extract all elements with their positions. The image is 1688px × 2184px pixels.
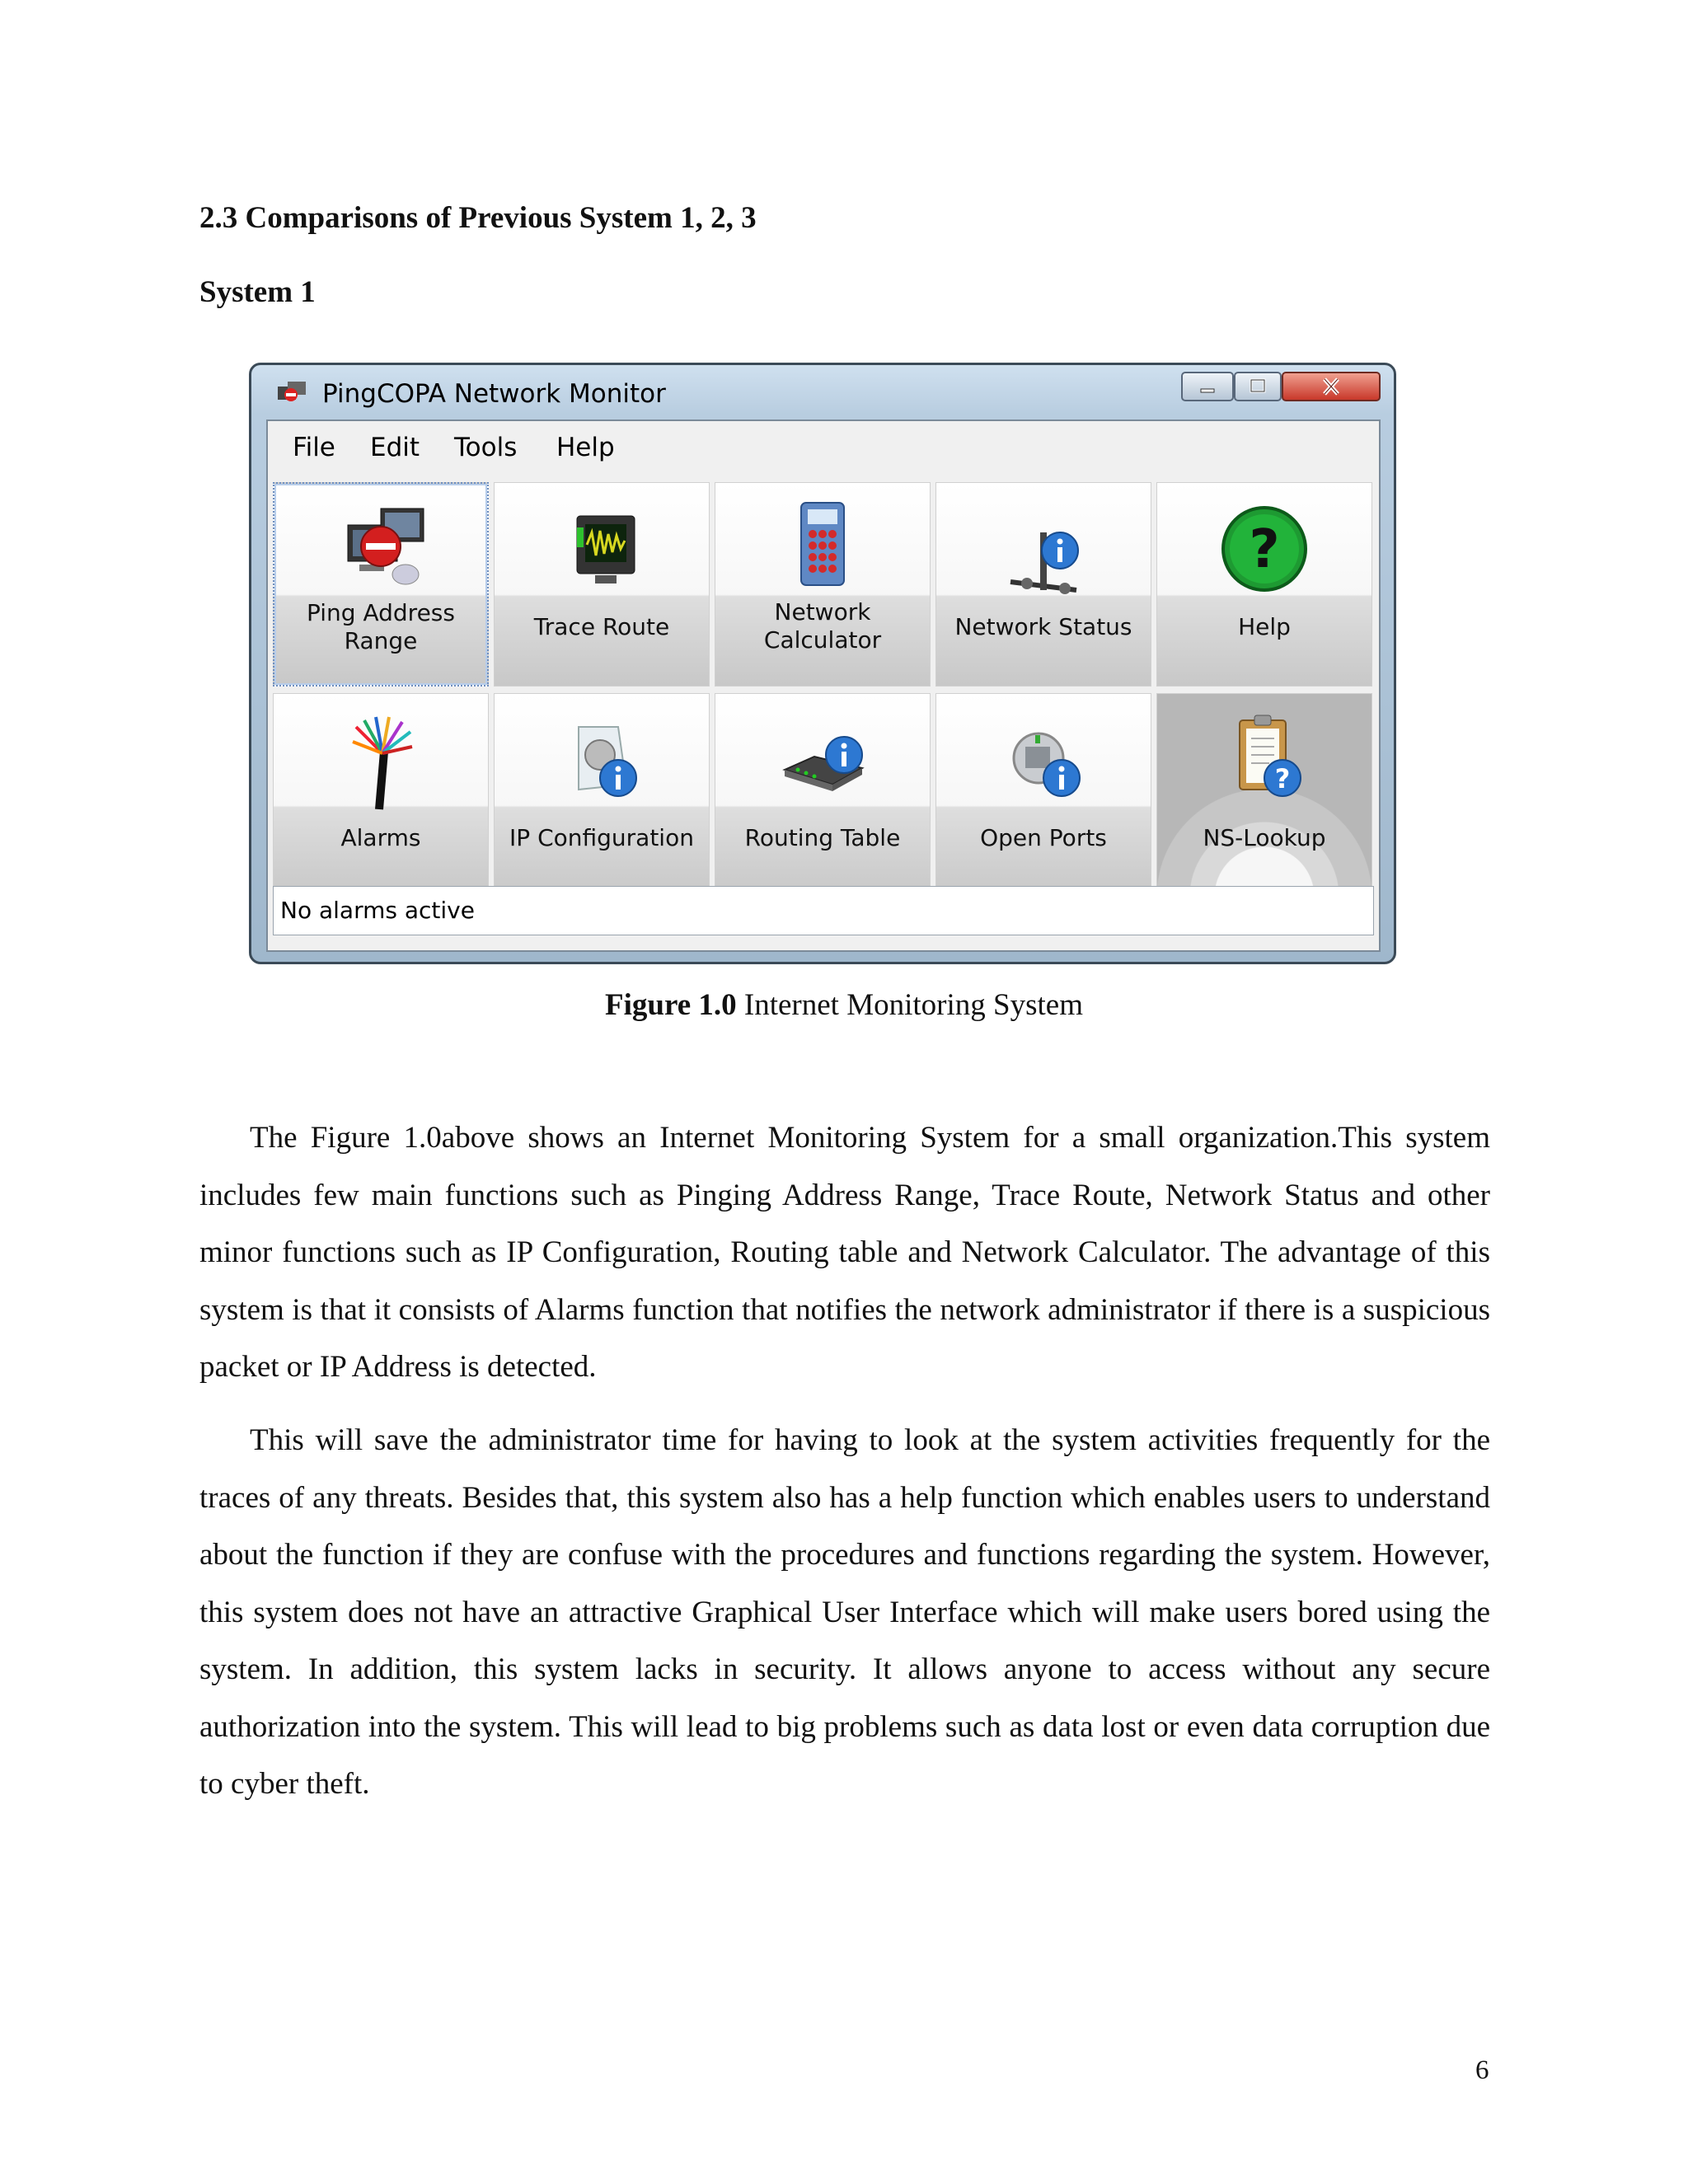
minimize-button[interactable] [1181, 372, 1234, 401]
ip-configuration-icon [495, 710, 709, 818]
title-bar[interactable] [260, 368, 1386, 419]
trace-route-icon [495, 499, 709, 607]
routing-table-icon [715, 710, 930, 818]
page-number: 6 [1475, 2055, 1489, 2085]
figure-label: Figure 1.0 [605, 988, 737, 1022]
tile-label: Help [1238, 613, 1291, 640]
figure-caption [0, 987, 1688, 1023]
alarms-button[interactable] [273, 693, 489, 898]
menu-edit[interactable]: Edit [370, 433, 420, 462]
open-ports-button[interactable] [935, 693, 1151, 898]
subheading: System 1 [199, 275, 316, 309]
status-bar [273, 886, 1374, 935]
app-icon [276, 380, 307, 408]
ping-address-range-icon [274, 500, 487, 607]
ping-address-range-button[interactable] [273, 482, 489, 687]
maximize-button[interactable] [1234, 372, 1282, 401]
ns-lookup-button[interactable] [1156, 693, 1372, 898]
menu-file[interactable]: File [293, 433, 335, 462]
paragraph-1: The Figure 1.0above shows an Internet Monitoring System for a small organization.This system includes few main functions such as Pinging Address Range, Trace Route, Network Status and other minor functions such as IP Configuration, Routing table and Network Calculator. The advantage of this system is that it consists of Alarms function that notifies the network administrator if there is a suspicious packet or IP Address is detected. [199, 1121, 1490, 1384]
tile-label: Network Status [954, 613, 1132, 640]
alarms-icon [274, 710, 488, 818]
window-title: PingCOPA Network Monitor [322, 379, 666, 409]
client-area [266, 419, 1381, 952]
routing-table-button[interactable] [715, 693, 931, 898]
ns-lookup-icon [1157, 710, 1372, 818]
svg-text:?: ? [1274, 763, 1291, 794]
app-window-figure [249, 363, 1396, 964]
section-heading: 2.3 Comparisons of Previous System 1, 2, 3 [199, 201, 757, 235]
network-calculator-button[interactable] [715, 482, 931, 687]
help-button[interactable] [1156, 482, 1372, 687]
open-ports-icon [936, 710, 1151, 818]
tile-label: NS-Lookup [1203, 824, 1326, 851]
menu-help[interactable]: Help [556, 433, 615, 462]
menu-tools[interactable]: Tools [454, 433, 518, 462]
figure-caption-text: Internet Monitoring System [736, 988, 1083, 1022]
tile-label: IP Configuration [509, 824, 694, 851]
close-button[interactable] [1282, 372, 1381, 401]
paragraph-2: This will save the administrator time for having to look at the system activities frequently for the traces of any threats. Besides that, this system also has a help function which enables users to understand about the function if they are confuse with the procedures and functions regarding the system. However, this system does not have an attractive Graphical User Interface which will make users bored using the system. In addition, this system lacks in security. It allows anyone to access without any secure authorization into the system. This will lead to big problems such as data lost or even data corruption due to cyber theft. [199, 1423, 1490, 1801]
tile-label: Network Calculator [763, 598, 882, 654]
network-status-button[interactable] [935, 482, 1151, 687]
tile-label: Ping Address Range [307, 599, 455, 654]
network-status-icon [936, 499, 1151, 607]
tile-label: Trace Route [533, 613, 670, 640]
svg-text:?: ? [1249, 519, 1280, 580]
status-text: No alarms active [280, 897, 475, 924]
ip-configuration-button[interactable] [494, 693, 710, 898]
trace-route-button[interactable] [494, 482, 710, 687]
network-calculator-icon [715, 499, 930, 607]
help-icon [1157, 499, 1372, 607]
tile-label: Open Ports [980, 824, 1107, 851]
tile-label: Alarms [340, 824, 421, 851]
menu-bar [268, 421, 1379, 476]
tile-label: Routing Table [744, 824, 901, 851]
